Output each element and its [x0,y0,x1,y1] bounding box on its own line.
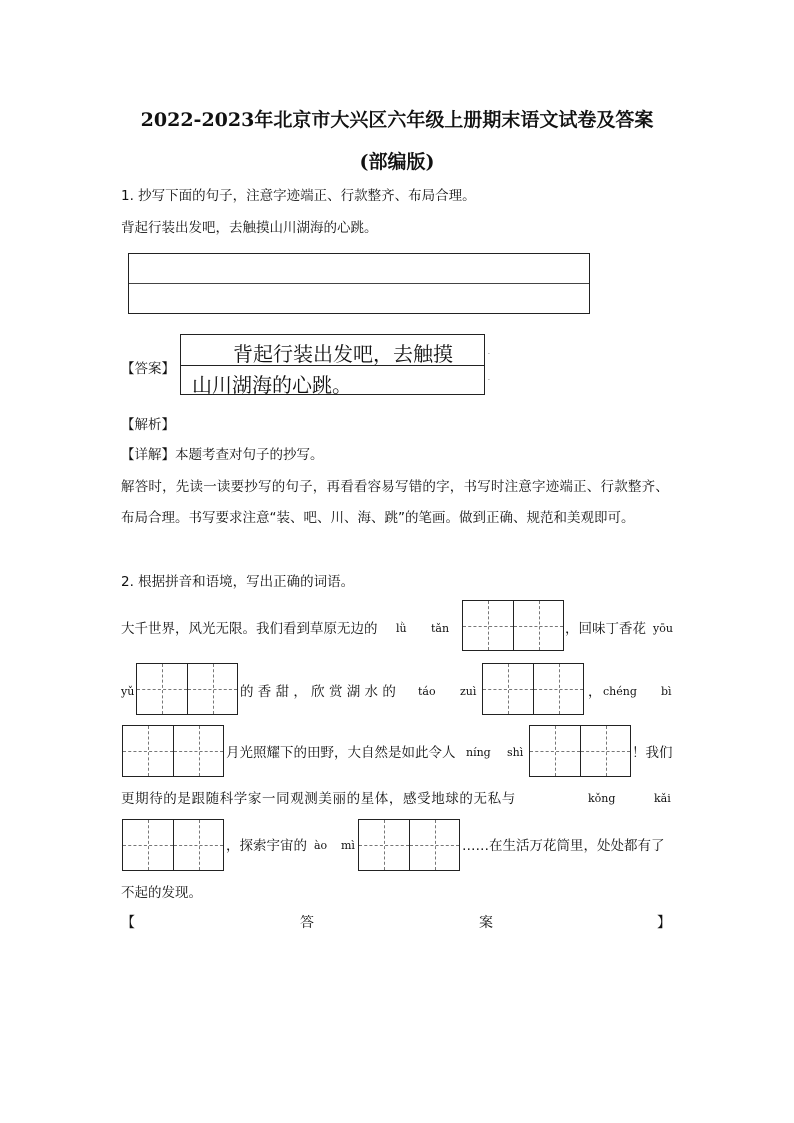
q2-line5-text2: ……在生活万花筒里，处处都有了 [462,838,665,854]
grid-cell [173,726,223,776]
pinyin: lǜ [396,622,407,635]
grid-cell [173,820,223,870]
pinyin: níng [466,746,491,759]
pinyin: kǒng [588,792,616,805]
grid-cell [580,726,630,776]
grid-cell [123,726,173,776]
q2-line1-after: ，回味丁香花 [565,621,646,637]
pinyin: bì [661,685,672,698]
tianzige-chengbi[interactable] [122,725,224,777]
q2-line2-text: 的 香 甜 ， 欣 赏 湖 水 的 [240,684,396,700]
answer-line-1: 背起行装出发吧，去触摸 [233,342,453,366]
grid-cell [513,601,563,650]
tianzige-ningshi[interactable] [529,725,631,777]
grid-cell [530,726,580,776]
tianzige-kongkai[interactable] [122,819,224,871]
pinyin: ào [314,839,328,852]
answer-char: 案 [479,915,493,931]
dot-mark: · [488,377,490,384]
copy-writing-box[interactable] [128,253,590,314]
grid-cell [533,664,583,714]
q2-line5-text1: ，探索宇宙的 [226,838,307,854]
answer-image [180,334,485,395]
pinyin: shì [507,746,524,759]
explain-line-2: 布局合理。书写要求注意“装、吧、川、海、跳”的笔画。做到正确、规范和美观即可。 [121,510,635,526]
grid-cell [359,820,409,870]
comma: ， [588,684,602,700]
analysis-label: 【解析】 [121,417,175,433]
pinyin: mì [341,839,355,852]
pinyin: yǔ [121,685,135,698]
page-title: 2022-2023年北京市大兴区六年级上册期末语文试卷及答案 [140,109,654,131]
grid-cell [483,664,533,714]
grid-cell [463,601,513,650]
answer-bracket-open: 【 [121,915,135,931]
tianzige-youya[interactable] [136,663,238,715]
q2-line6-text: 不起的发现。 [121,885,202,901]
q1-sentence: 背起行装出发吧，去触摸山川湖海的心跳。 [121,220,378,236]
q2-line3-after: ！我们 [632,745,673,761]
page-subtitle: (部编版) [359,151,435,173]
answer-line-2: 山川湖海的心跳。 [192,373,352,397]
answer-char: 答 [300,915,314,931]
detail-text: 【详解】本题考查对句子的抄写。 [121,447,324,463]
q2-line3-text: 月光照耀下的田野，大自然是如此令人 [226,745,456,761]
copy-divider [129,283,589,284]
tianzige-aomi[interactable] [358,819,460,871]
tianzige-lvtan[interactable] [462,600,564,651]
q1-prompt: 1. 抄写下面的句子，注意字迹端正、行款整齐、布局合理。 [121,188,476,204]
q2-line1-text: 大千世界，风光无限。我们看到草原无边的 [121,621,378,637]
pinyin: táo [418,685,436,698]
tianzige-taozui[interactable] [482,663,584,715]
q2-line4-text: 更期待的是跟随科学家一同观测美丽的星体，感受地球的无私与 [121,791,516,807]
pinyin: zuì [460,685,477,698]
grid-cell [409,820,459,870]
pinyin: kǎi [654,792,671,805]
pinyin: yōu [653,622,673,635]
q2-prompt: 2. 根据拼音和语境，写出正确的词语。 [121,574,355,590]
answer-bracket-close: 】 [657,915,671,931]
grid-cell [187,664,237,714]
dot-mark: · [488,351,490,358]
grid-cell [123,820,173,870]
pinyin: tǎn [431,622,450,635]
answer-label: 【答案】 [121,361,175,377]
grid-cell [137,664,187,714]
pinyin: chéng [603,685,637,698]
explain-line-1: 解答时，先读一读要抄写的句子，再看看容易写错的字，书写时注意字迹端正、行款整齐、 [121,479,669,495]
